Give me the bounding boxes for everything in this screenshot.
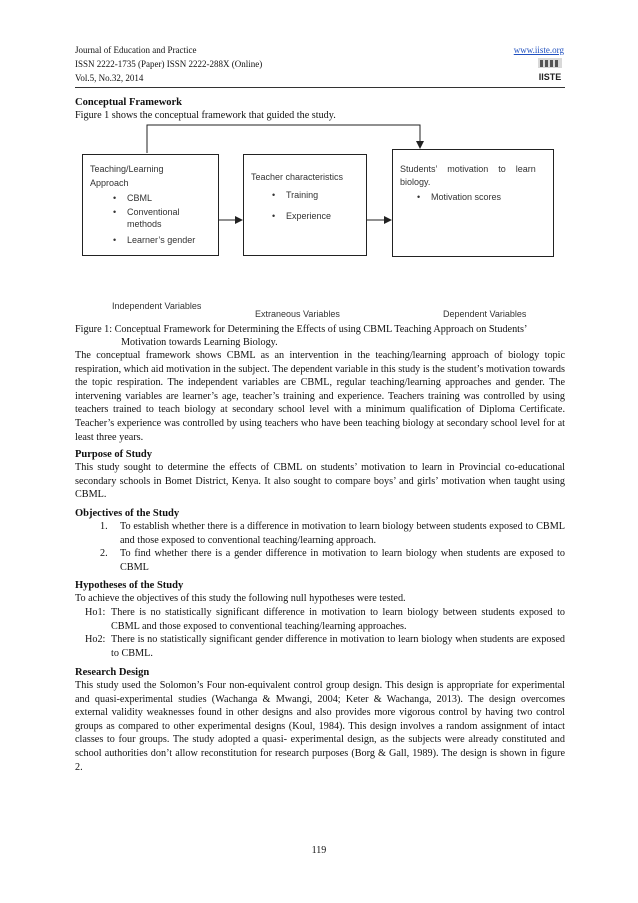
heading-conceptual-framework: Conceptual Framework bbox=[75, 97, 183, 108]
box2-item-experience: • Experience bbox=[286, 210, 331, 222]
box1-item-gender: • Learner’s gender bbox=[127, 234, 195, 246]
label-dependent-variables: Dependent Variables bbox=[443, 309, 527, 319]
box3-line1: Students’ motivation to learn bbox=[400, 164, 536, 174]
hypothesis-text: There is no statistically significant gender difference in motivation to learn biology when students are exposed to CBML. bbox=[111, 634, 565, 659]
issn-line: ISSN 2222-1735 (Paper) ISSN 2222-288X (Online) bbox=[75, 59, 263, 69]
logo-text: IISTE bbox=[538, 72, 562, 82]
purpose-paragraph: This study sought to determine the effects of CBML on students’ motivation to learn in Provincial co-educational secondary schools in Bomet District, Kenya. It also sought to compare boys’ and girls’ motivation when taught using CBML. bbox=[75, 462, 565, 501]
journal-name: Journal of Education and Practice bbox=[75, 45, 197, 55]
page-number: 119 bbox=[311, 845, 327, 856]
box1-item-cbml: • CBML bbox=[127, 192, 152, 204]
hypothesis-label: Ho2: bbox=[85, 634, 106, 646]
objective-item-1 bbox=[100, 520, 565, 547]
figure-caption-line1: Figure 1: Conceptual Framework for Determining the Effects of using CBML Teaching Approach on Students’ bbox=[75, 324, 528, 335]
objective-number: 1. bbox=[100, 521, 108, 532]
heading-objectives: Objectives of the Study bbox=[75, 508, 180, 519]
label-independent-variables: Independent Variables bbox=[112, 301, 202, 311]
box3-item-scores: • Motivation scores bbox=[431, 191, 501, 203]
box3-line2: biology. bbox=[400, 177, 431, 187]
framework-paragraph: The conceptual framework shows CBML as an intervention in the teaching/learning approach of biology topic respiration, which aid motivation in the subject. The dependent variable in this study is the student’s motivation towards the topic respiration. The independent variables are CBML, regular teaching/learning approaches and gender. The intervening variables are learner’s age, teacher’s training and experience. Teachers training was controlled by using teachers trained to teach biology at secondary school level with a minimum qualification of Diploma Certificate. Teacher’s experience was controlled by using teachers who have been teaching biology at secondary school level for at least three years. bbox=[75, 350, 565, 443]
box1-title-line2: Approach bbox=[90, 178, 129, 188]
iiste-logo bbox=[536, 58, 564, 84]
box-extraneous bbox=[243, 154, 367, 256]
volume-line: Vol.5, No.32, 2014 bbox=[75, 73, 144, 83]
hypothesis-item-2 bbox=[85, 633, 565, 660]
figure-caption-line2: Motivation towards Learning Biology. bbox=[121, 337, 278, 348]
label-extraneous-variables: Extraneous Variables bbox=[255, 309, 340, 319]
box1-item-methods: methods bbox=[127, 219, 162, 229]
box1-item-conventional: • Conventional bbox=[127, 206, 180, 218]
objective-text: To establish whether there is a difference in motivation to learn biology between students exposed to CBML and those exposed to conventional teaching/learning approach. bbox=[120, 521, 565, 546]
objective-text: To find whether there is a gender difference in motivation to learn biology when students are exposed to CBML bbox=[120, 548, 565, 573]
heading-hypotheses: Hypotheses of the Study bbox=[75, 580, 184, 591]
heading-purpose: Purpose of Study bbox=[75, 449, 153, 460]
conceptual-intro: Figure 1 shows the conceptual framework that guided the study. bbox=[75, 110, 336, 121]
box2-item-training: • Training bbox=[286, 189, 318, 201]
hypotheses-intro: To achieve the objectives of this study the following null hypotheses were tested. bbox=[75, 593, 406, 604]
objectives-list bbox=[100, 520, 565, 574]
objective-item-2 bbox=[100, 547, 565, 574]
hypothesis-text: There is no statistically significant difference in motivation to learn biology between students exposed to CBML and those exposed to conventional teaching/learning approaches. bbox=[111, 607, 565, 632]
hypothesis-label: Ho1: bbox=[85, 607, 106, 618]
box-independent bbox=[82, 154, 219, 256]
heading-research-design: Research Design bbox=[75, 667, 150, 678]
hypotheses-list bbox=[85, 606, 565, 660]
box1-title-line1: Teaching/Learning bbox=[90, 164, 164, 174]
journal-url-link[interactable]: www.iiste.org bbox=[513, 45, 564, 55]
hypothesis-item-1 bbox=[85, 606, 565, 633]
box-dependent bbox=[392, 149, 554, 257]
objective-number: 2. bbox=[100, 548, 108, 560]
header-divider bbox=[75, 87, 565, 88]
iiste-logo-icon bbox=[536, 58, 564, 84]
box2-title: Teacher characteristics bbox=[251, 172, 344, 182]
research-design-paragraph: This study used the Solomon’s Four non-equivalent control group design. This design is appropriate for experimental and quasi-experimental studies (Wachanga & Mwangi, 2004; Keter & Wachanga, 2013). The design overcomes external validity weaknesses found in other designs and also provides more vigorous control by having two control groups as compared to other experimental designs (Koul, 1984). This design involves a random assignment of intact classes to four groups. The study adopted a quasi- experimental design, as the subjects were already constituted and school authorities don’t allow reconstitution for research purposes (Borg & Gall, 1989). The design is shown in figure 2. bbox=[75, 680, 565, 773]
figure-1-conceptual-framework bbox=[75, 120, 565, 320]
